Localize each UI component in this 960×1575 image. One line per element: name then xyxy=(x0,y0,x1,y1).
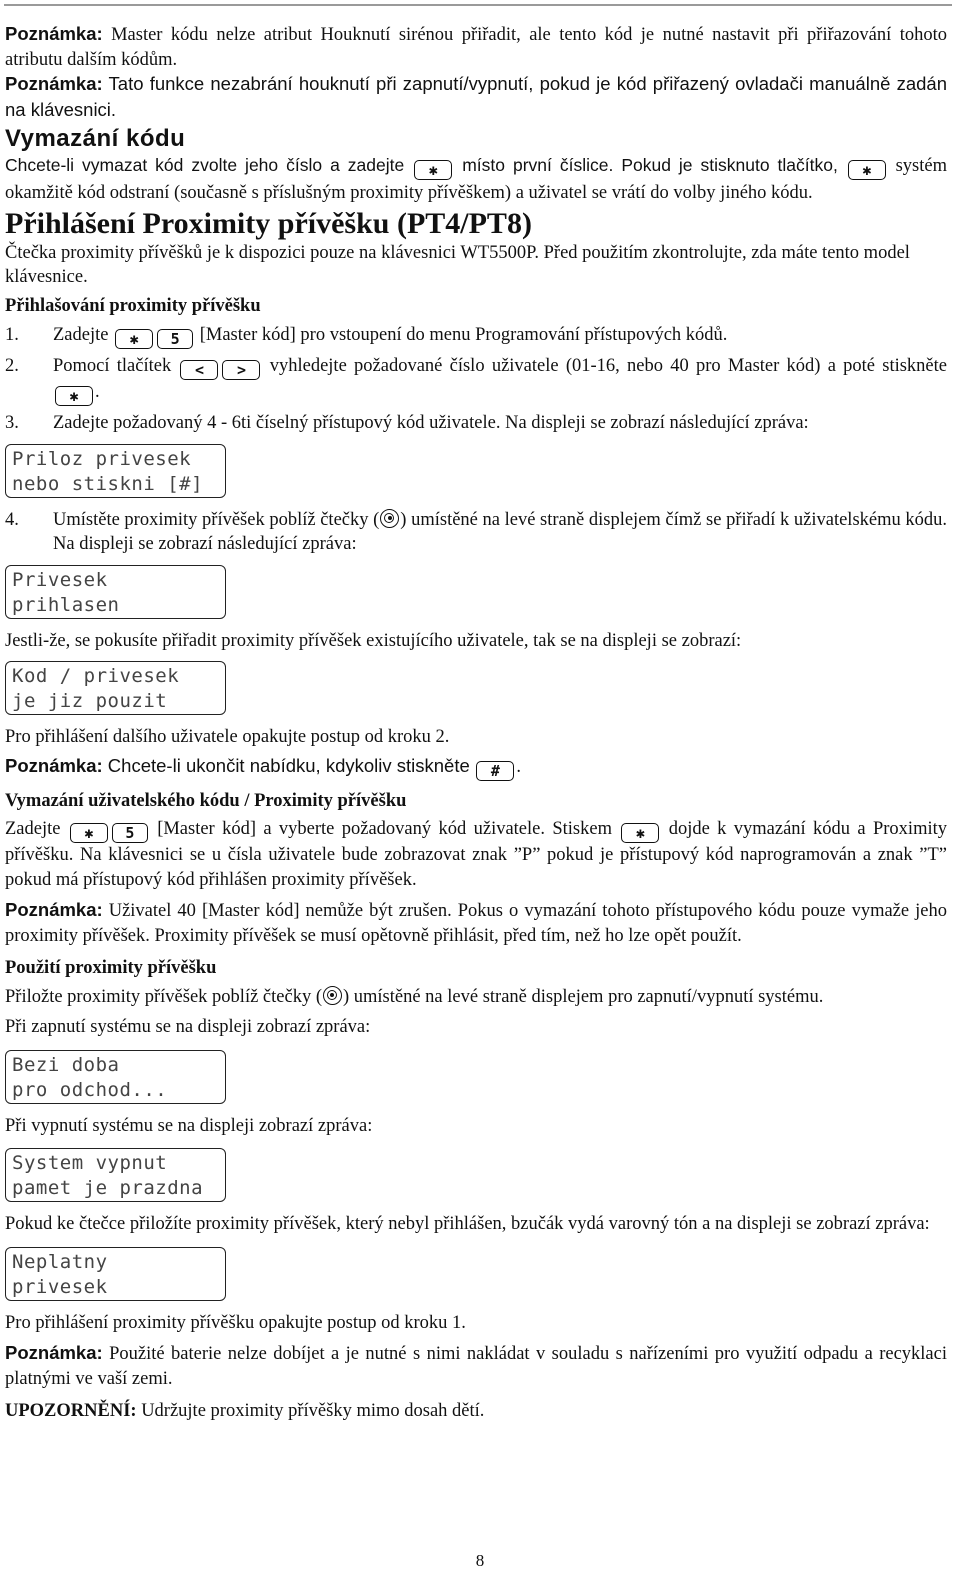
lcd-display-already-used: Kod / privesek je jiz pouzit xyxy=(5,661,226,715)
step-2: 2. Pomocí tlačítek < > vyhledejte požadované číslo uživatele (01-16, nebo 40 pro Master kód) a poté stiskněte ✱ . xyxy=(5,356,947,405)
delete-user-subheading: Vymazání uživatelského kódu / Proximity přívěšku xyxy=(5,790,407,811)
step-4: 4. Umístěte proximity přívěšek poblíž čtečky ( ) umístěné na levé straně displejem čímž se přiřadí k uživatelskému kódu. Na displeji se zobrazí následující zpráva: xyxy=(5,509,948,554)
note-label: Poznámka: xyxy=(5,23,103,44)
note-label: Poznámka: xyxy=(5,754,103,776)
note-label: Poznámka: xyxy=(5,1342,103,1363)
left-arrow-key-icon: < xyxy=(180,360,218,380)
existing-user-paragraph: Jestli-že, se pokusíte přiřadit proximity přívěšek existujícího uživatele, tak se na displeji se zobrazí: xyxy=(5,630,742,651)
use-tag-subheading: Použití proximity přívěšku xyxy=(5,958,217,978)
enroll-subheading: Přihlašování proximity přívěšku xyxy=(5,295,261,316)
repeat-step2-paragraph: Pro přihlášení dalšího uživatele opakujte postup od kroku 2. xyxy=(5,727,450,747)
prox-enroll-heading: Přihlášení Proximity přívěšku (PT4/PT8) xyxy=(5,206,532,240)
use-tag-paragraph: Přiložte proximity přívěšek poblíž čtečky ( ) umístěné na levé straně displejem pro zapnutí/vypnutí systému. xyxy=(5,986,824,1007)
star-key-icon: ✱ xyxy=(55,386,93,406)
delete-code-heading: Vymazání kódu xyxy=(5,125,186,152)
star-key-icon: ✱ xyxy=(414,160,452,180)
repeat-step1-paragraph: Pro přihlášení proximity přívěšku opakujte postup od kroku 1. xyxy=(5,1312,466,1333)
prox-intro: Čtečka proximity přívěšků je k dispozici pouze na klávesnici WT5500P. Před použitím zkontrolujte, zda máte tento model klávesnice. xyxy=(5,242,910,287)
manual-page xyxy=(5,22,947,1424)
note-master-40: Poznámka: Uživatel 40 [Master kód] nemůže být zrušen. Pokus o vymazání tohoto přístupového kódu pouze vymaže jeho proximity přívěšek. Proximity přívěšek se musí opětovně přihlásit, před tím, než ho lze opět použít. xyxy=(5,899,947,946)
star-key-icon: ✱ xyxy=(115,329,153,349)
note-label: Poznámka: xyxy=(5,73,103,94)
note-batteries: Poznámka: Použité baterie nelze dobíjet a je nutné s nimi nakládat v souladu s nařízeními pro využití odpadu a recyklaci platnými ve vaší zemi. xyxy=(5,1342,947,1389)
invalid-tag-paragraph: Pokud ke čtečce přiložíte proximity přívěšek, který nebyl přihlášen, bzučák vydá varovný tón a na displeji se zobrazí zpráva: xyxy=(5,1214,930,1234)
delete-code-paragraph: Chcete-li vymazat kód zvolte jeho číslo a zadejte ✱ místo první číslice. Pokud je stisknuto tlačítko, ✱ systém okamžitě kód odstraní (současně s příslušným proximity přívěškem) a uživatel se vrátí do volby jiného kódu. xyxy=(5,155,947,203)
note-master-siren: Poznámka: Master kódu nelze atribut Houknutí sirénou přiřadit, ale tento kód je nutné nastavit při přiřazování tohoto atributu dalším kódům. xyxy=(5,23,947,70)
lcd-display-present-tag: Priloz privesek nebo stiskni [#] xyxy=(5,444,226,498)
right-arrow-key-icon: > xyxy=(222,360,260,380)
lcd-display-tag-enrolled: Privesek prihlasen xyxy=(5,565,226,619)
step-3: 3. Zadejte požadovaný 4 - 6ti číselný přístupový kód uživatele. Na displeji se zobrazí následující zpráva: xyxy=(5,413,809,433)
warning-label: UPOZORNĚNÍ: xyxy=(5,1401,137,1421)
top-rule xyxy=(4,4,952,6)
warning-paragraph: UPOZORNĚNÍ: Udržujte proximity přívěšky mimo dosah dětí. xyxy=(5,1401,485,1421)
lcd-display-exit-delay: Bezi doba pro odchod... xyxy=(5,1050,226,1104)
lcd-display-invalid-tag: Neplatny privesek xyxy=(5,1247,226,1301)
five-key-icon: 5 xyxy=(112,823,148,843)
note-label: Poznámka: xyxy=(5,899,103,920)
step-1: 1. Zadejte ✱ 5 [Master kód] pro vstoupení do menu Programování přístupových kódů. xyxy=(5,325,728,348)
lcd-display-system-disarmed: System vypnut pamet je prazdna xyxy=(5,1148,226,1202)
star-key-icon: ✱ xyxy=(621,823,659,843)
hash-key-icon: # xyxy=(476,761,514,781)
arm-message-paragraph: Při zapnutí systému se na displeji zobrazí zpráva: xyxy=(5,1017,371,1037)
five-key-icon: 5 xyxy=(157,329,193,349)
disarm-message-paragraph: Při vypnutí systému se na displeji zobrazí zpráva: xyxy=(5,1115,373,1136)
page-number: 8 xyxy=(475,1551,485,1570)
star-key-icon: ✱ xyxy=(70,823,108,843)
note-chirp: Poznámka: Tato funkce nezabrání houknutí při zapnutí/vypnutí, pokud je kód přiřazený ovladači manuálně zadán na klávesnici. xyxy=(5,73,947,120)
star-key-icon: ✱ xyxy=(848,160,886,180)
proximity-reader-icon xyxy=(380,509,399,528)
note-exit-menu: Poznámka: Chcete-li ukončit nabídku, kdykoliv stiskněte # . xyxy=(5,754,522,780)
proximity-reader-icon xyxy=(323,986,342,1005)
delete-user-paragraph: Zadejte ✱ 5 [Master kód] a vyberte požadovaný kód uživatele. Stiskem ✱ dojde k vymazání kódu a Proximity přívěšku. Na klávesnici se u čísla uživatele bude zobrazovat znak ”P” pokud je přístupový kód naprogramován a znak ”T” pokud má přístupový kód přihlášen proximity přívěšek. xyxy=(5,819,947,890)
